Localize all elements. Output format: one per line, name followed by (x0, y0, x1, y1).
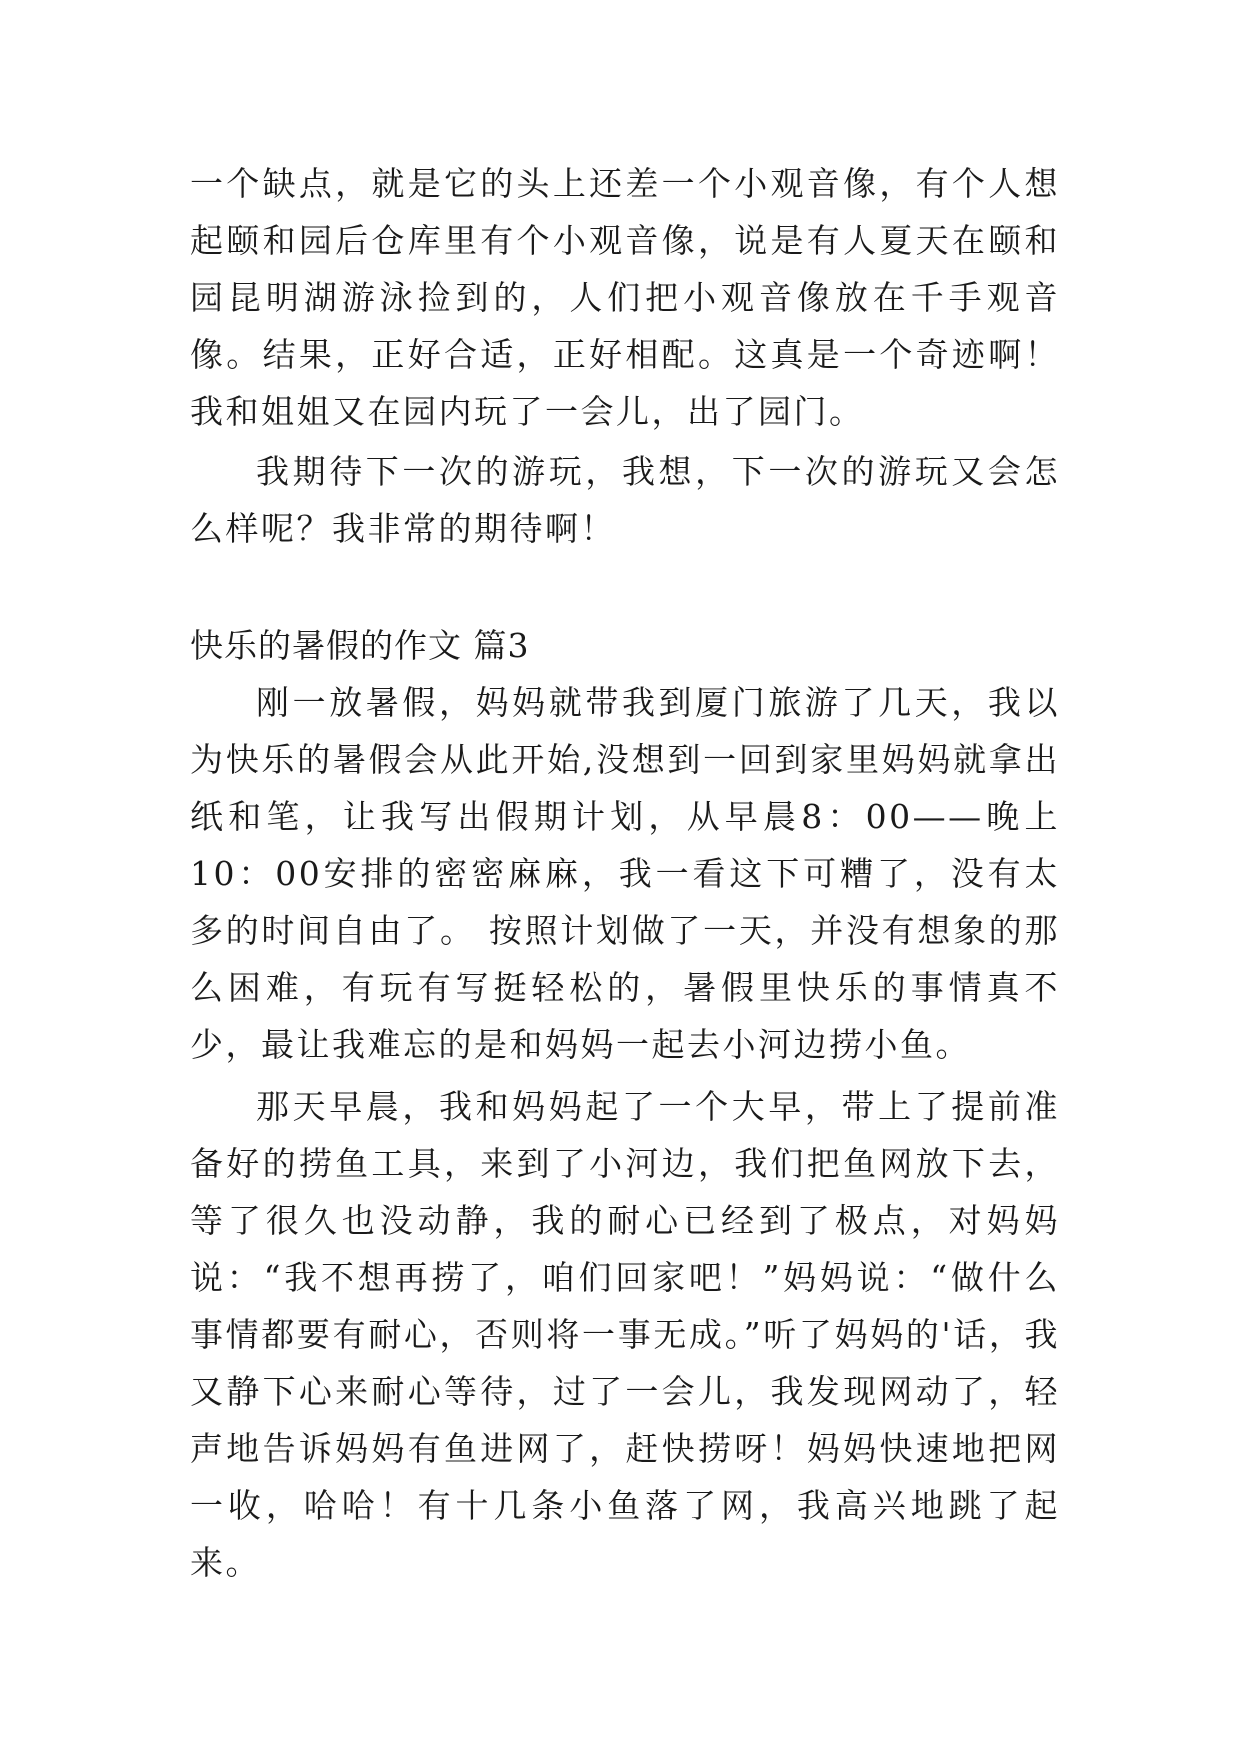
paragraph-fishing: 那天早晨，我和妈妈起了一个大早，带上了提前准备好的捞鱼工具，来到了小河边，我们把鱼网放下去，等了很久也没动静，我的耐心已经到了极点，对妈妈说：“我不想再捞了，咱们回家吧！”妈妈说：“做什么事情都要有耐心，否则将一事无成。”听了妈妈的'话，我又静下心来耐心等待，过了一会儿，我发现网动了，轻声地告诉妈妈有鱼进网了，赶快捞呀！妈妈快速地把网一收，哈哈！有十几条小鱼落了网，我高兴地跳了起来。 (190, 1087, 1060, 1582)
paragraph-continuation: 一个缺点，就是它的头上还差一个小观音像，有个人想起颐和园后仓库里有个小观音像，说是有人夏天在颐和园昆明湖游泳捡到的，人们把小观音像放在千手观音像。结果，正好合适，正好相配。这真是一个奇迹啊！我和姐姐又在园内玩了一会儿，出了园门。 (190, 164, 1060, 431)
section-heading: 快乐的暑假的作文 篇3 (190, 626, 530, 665)
paragraph-summer-plan: 刚一放暑假，妈妈就带我到厦门旅游了几天，我以为快乐的暑假会从此开始,没想到一回到家里妈妈就拿出纸和笔，让我写出假期计划，从早晨8：00——晚上10：00安排的密密麻麻，我一看这下可糟了，没有太多的时间自由了。 按照计划做了一天，并没有想象的那么困难，有玩有写挺轻松的，暑假里快乐的事情真不少，最让我难忘的是和妈妈一起去小河边捞小鱼。 (190, 683, 1060, 1064)
paragraph-anticipation: 我期待下一次的游玩，我想，下一次的游玩又会怎么样呢？我非常的期待啊！ (190, 452, 1060, 548)
